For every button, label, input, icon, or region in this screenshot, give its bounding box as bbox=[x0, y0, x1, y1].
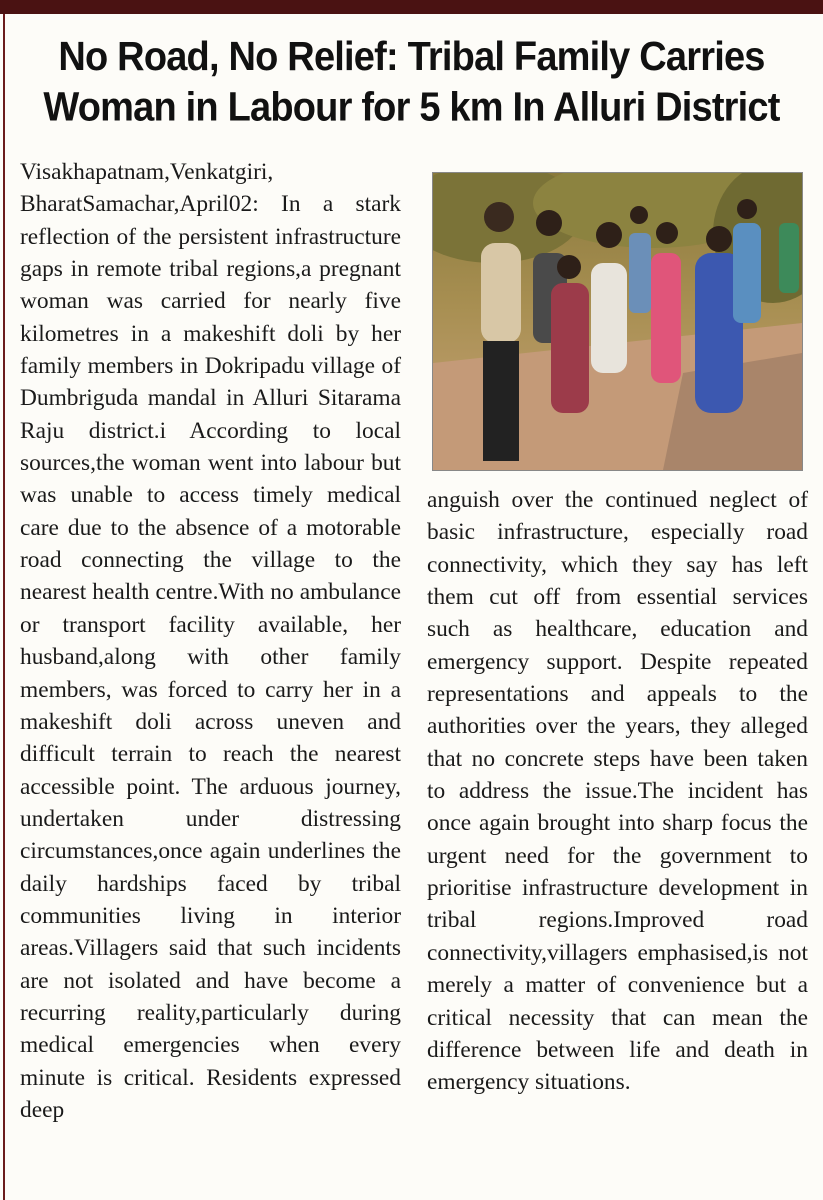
news-photo bbox=[432, 172, 803, 471]
top-border-bar bbox=[0, 0, 823, 14]
article-body-left-column: Visakhapatnam,Venkatgiri, BharatSamachar,April02: In a stark reflection of the persistent infrastructure gaps in remote tribal regions,a pregnant woman was carried for nearly five kilometres in a makeshift doli by her family members in Dokripadu village of Dumbriguda mandal in Alluri Sitarama Raju district.i According to local sources,the woman went into labour but was unable to access timely medical care due to the absence of a motorable road connecting the village to the nearest health centre.With no ambulance or transport facility available, her husband,along with other family members, was forced to carry her in a makeshift doli across uneven and difficult terrain to reach the nearest accessible point. The arduous journey, undertaken under distressing circumstances,once again underlines the daily hardships faced by tribal communities living in interior areas.Villagers said that such incidents are not isolated and have become a recurring reality,particularly during medical emergencies when every minute is critical. Residents expressed deep bbox=[20, 159, 401, 1123]
left-border-rule bbox=[3, 14, 5, 1200]
article-body-right-column: anguish over the continued neglect of basic infrastructure, especially road connectivity, which they say has left them cut off from essential services such as healthcare, education and emergency support. Despite repeated representations and appeals to the authorities over the years, they alleged that no concrete steps have been taken to address the issue.The incident has once again brought into sharp focus the urgent need for the government to prioritise infrastructure development in tribal regions.Improved road connectivity,villagers emphasised,is not merely a matter of convenience but a critical necessity that can mean the difference between life and death in emergency situations. bbox=[427, 487, 808, 1096]
article-headline: No Road, No Relief: Tribal Family Carries Woman in Labour for 5 km In Alluri District bbox=[43, 34, 780, 131]
